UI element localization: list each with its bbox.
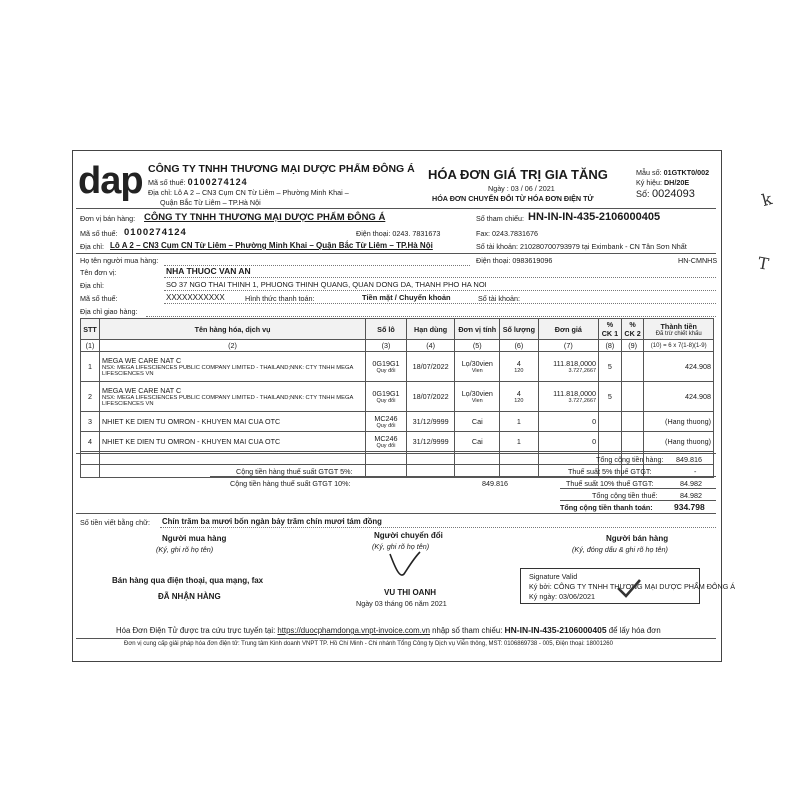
company-address-line2: Quận Bắc Từ Liêm – TP.Hà Nội: [160, 198, 261, 207]
row-name: MEGA WE CARE NAT C: [101, 356, 182, 365]
col-qty: Số lượng: [500, 319, 538, 340]
totals-line: [560, 500, 716, 501]
lookup-prefix: Hóa Đơn Điện Tử được tra cứu trực tuyến tại:: [116, 626, 276, 635]
col-price: Đơn giá: [538, 319, 598, 340]
row-lot: MC246: [374, 434, 398, 443]
col-amount: [644, 319, 714, 340]
signature-by: Ký bởi: CÔNG TY TNHH THƯƠNG MẠI DƯỢC PHẨM ĐÔNG Á: [529, 582, 736, 591]
row-exp: 18/07/2022: [406, 352, 455, 382]
row-unit-sub: Vien: [471, 398, 483, 404]
row-qty-sub: 120: [514, 398, 524, 404]
row-ck2: [621, 352, 644, 382]
words-value: Chín trăm ba mươi bốn ngàn bảy trăm chín mươi tám đồng: [162, 517, 382, 526]
row-lot-sub: Quy đổi: [376, 398, 396, 404]
table-row: [81, 352, 714, 382]
vat10-goods: 849.816: [482, 479, 508, 488]
checkmark-icon: [615, 577, 643, 599]
tax-total: 84.982: [680, 491, 702, 500]
row-exp: 31/12/9999: [406, 432, 455, 452]
seller-phone-label: Điện thoại:: [356, 229, 391, 238]
table-index-row: [81, 340, 714, 352]
buyer-phone-label: Điện thoại:: [476, 256, 511, 265]
row-ck1: 5: [599, 352, 622, 382]
company-name: CÔNG TY TNHH THƯƠNG MẠI DƯỢC PHẨM ĐÔNG Á: [148, 163, 415, 175]
row-price: 111.818,0000: [553, 389, 597, 398]
number-label: Số:: [636, 189, 650, 199]
company-logo: dap: [78, 160, 143, 202]
row-price-cell: [538, 352, 598, 382]
received-label: ĐÃ NHẬN HÀNG: [158, 592, 221, 601]
col-lot: Số lô: [366, 319, 407, 340]
seller-sign-title: Người bán hàng: [606, 534, 669, 543]
seller-account-label: Số tài khoản:: [476, 242, 518, 251]
buyer-address-label: Địa chỉ:: [80, 281, 104, 290]
seller-fax-row: [476, 229, 538, 238]
goods-total: 849.816: [676, 455, 702, 464]
totals-line: [560, 488, 716, 489]
row-qty-cell: [500, 352, 538, 382]
col-amount-sub: Đã trừ chiết khấu: [655, 330, 702, 337]
row-ck1: [599, 432, 622, 452]
buyer-sign-sub: (Ký, ghi rõ họ tên): [156, 545, 214, 554]
signature-date: Ký ngày: 03/06/2021: [529, 592, 595, 601]
row-unit-cell: [455, 352, 500, 382]
buyer-phone-row: [476, 256, 552, 265]
table-row: [81, 382, 714, 412]
seller-tax: 0100274124: [124, 227, 187, 238]
words-label: Số tiền viết bằng chữ:: [80, 518, 150, 527]
index-cell: (1): [81, 340, 100, 352]
vat10-label: Thuế suất 10% thuế GTGT:: [566, 479, 654, 488]
seller-address-label: Địa chỉ:: [80, 242, 104, 251]
lookup-suffix: để lấy hóa đơn: [608, 626, 661, 635]
seller-tax-label: Mã số thuế:: [80, 229, 118, 238]
delivery-label: Địa chỉ giao hàng:: [80, 307, 138, 316]
row-ck1: 5: [599, 382, 622, 412]
converter-signature-mark: [386, 550, 426, 580]
form-value: 01GTKT0/002: [663, 168, 710, 177]
lookup-mid: nhập số tham chiếu:: [432, 626, 503, 635]
ref-label: Số tham chiếu:: [476, 214, 524, 223]
serial-value: DH/20E: [663, 178, 690, 187]
invoice-subtitle: HÓA ĐƠN CHUYỂN ĐỔI TỪ HÓA ĐƠN ĐIỆN TỬ: [432, 194, 594, 203]
totals-line: [210, 476, 716, 477]
lookup-line: [116, 625, 661, 635]
invoice-title: HÓA ĐƠN GIÁ TRỊ GIA TĂNG: [428, 167, 608, 182]
row-amount: 424.908: [644, 382, 714, 412]
converter-date: Ngày 03 tháng 06 năm 2021: [356, 599, 447, 608]
buyer-sign-title: Người mua hàng: [162, 534, 227, 543]
row-price-sub: 3.727,2667: [568, 368, 597, 374]
row-stt: 1: [81, 352, 100, 382]
serial-row: [636, 178, 689, 187]
seller-address: Lô A 2 – CN3 Cụm CN Từ Liêm – Phường Minh Khai – Quận Bắc Từ Liêm – TP.Hà Nội: [110, 241, 433, 250]
handwritten-mark: k: [759, 189, 774, 210]
row-qty: 1: [500, 432, 538, 452]
row-qty: 4: [516, 359, 521, 368]
row-lot-cell: [366, 432, 407, 452]
row-amount: (Hang thuong): [644, 412, 714, 432]
lookup-ref: HN-IN-IN-435-2106000405: [504, 625, 607, 635]
seller-account: 210280700793979 tại Eximbank - CN Tân Sơn Nhất: [519, 242, 687, 251]
serial-label: Ký hiệu:: [636, 178, 662, 187]
vat10-value: 84.982: [680, 479, 702, 488]
row-unit-sub: Vien: [471, 368, 483, 374]
seller-name-label: Đơn vị bán hàng:: [80, 214, 136, 223]
row-amount: (Hang thuong): [644, 432, 714, 452]
index-cell: (2): [99, 340, 365, 352]
row-name-cell: [99, 352, 365, 382]
row-qty: 4: [516, 389, 521, 398]
grand-total-label: Tổng cộng tiền thanh toán:: [560, 503, 653, 512]
seller-name: CÔNG TY TNHH THƯƠNG MẠI DƯỢC PHẨM ĐÔNG Á: [144, 212, 386, 223]
index-cell: (10) = 6 x 7(1-8)(1-9): [644, 340, 714, 352]
row-exp: 31/12/9999: [406, 412, 455, 432]
index-cell: (5): [455, 340, 500, 352]
signature-box: [520, 568, 736, 604]
row-price: 0: [538, 432, 598, 452]
index-cell: (9): [621, 340, 644, 352]
items-table: [80, 318, 714, 478]
lookup-url[interactable]: https://duocphamdonga.vnpt-invoice.com.vn: [277, 626, 430, 635]
buyer-unit-label: Tên đơn vị:: [80, 268, 117, 277]
buyer-tax-label: Mã số thuế:: [80, 294, 118, 303]
table-row: [81, 432, 714, 452]
buyer-unit-line: [164, 277, 716, 278]
row-qty-sub: 120: [514, 368, 524, 374]
footer-divider: [76, 638, 716, 639]
table-header-row: [81, 319, 714, 340]
seller-account-row: [476, 242, 687, 251]
seller-phone: 0243. 7831673: [392, 229, 441, 238]
seller-phone-row: [356, 229, 440, 238]
words-line: [160, 527, 716, 528]
row-desc: NSX: MEGA LIFESCIENCES PUBLIC COMPANY LIMITED - THAILAND;NNK: CTY TNHH MEGA LIFESCIENCES VN: [101, 365, 354, 377]
index-cell: (4): [406, 340, 455, 352]
row-exp: 18/07/2022: [406, 382, 455, 412]
row-unit: Cai: [455, 412, 500, 432]
handwritten-mark: T: [756, 253, 771, 274]
totals-top-line: [76, 453, 716, 454]
provider-note: Đơn vị cung cấp giải pháp hóa đơn điện tử: Trung tâm Kinh doanh VNPT TP. Hồ Chí Minh - Chi nhánh Tổng Công ty Dịch vụ Viễn thông, MST: 0106869738 - 005, Điện thoại: 18001260: [124, 641, 613, 647]
payment-value: Tiền mặt / Chuyển khoản: [362, 293, 451, 302]
vat5-value: -: [694, 467, 697, 476]
row-unit: Lọ/30vien: [461, 389, 493, 398]
row-name: MEGA WE CARE NAT C: [101, 386, 182, 395]
number-row: [636, 188, 695, 200]
row-lot: 0G19G1: [372, 359, 400, 368]
row-ck1: [599, 412, 622, 432]
row-lot-sub: Quy đổi: [376, 368, 396, 374]
index-cell: (3): [366, 340, 407, 352]
buyer-unit: NHA THUOC VAN AN: [166, 266, 251, 276]
buyer-tax-line: [164, 303, 716, 304]
index-cell: (8): [599, 340, 622, 352]
col-name: Tên hàng hóa, dịch vụ: [99, 319, 365, 340]
row-name: NHIET KE DIEN TU OMRON - KHUYEN MAI CUA OTC: [99, 432, 365, 452]
row-price-cell: [538, 382, 598, 412]
row-qty: 1: [500, 412, 538, 432]
buyer-address: SO 37 NGO THAI THINH 1, PHUONG THINH QUANG, QUAN DONG DA, THANH PHO HA NOI: [166, 280, 487, 289]
buyer-address-line: [164, 290, 716, 291]
vat10-goods-label: Cộng tiền hàng thuế suất GTGT 10%:: [230, 479, 351, 488]
row-lot-cell: [366, 352, 407, 382]
tax-code-row: [148, 177, 248, 187]
invoice-date: Ngày : 03 / 06 / 2021: [488, 184, 555, 193]
number-value: 0024093: [652, 188, 695, 200]
index-cell: (7): [538, 340, 598, 352]
row-price: 0: [538, 412, 598, 432]
row-qty-cell: [500, 382, 538, 412]
tax-code: 0100274124: [187, 177, 248, 187]
converter-name: VU THI OANH: [384, 588, 436, 597]
seller-sign-sub: (Ký, đóng dấu & ghi rõ họ tên): [572, 545, 668, 554]
row-ck2: [621, 412, 644, 432]
seller-fax-label: Fax:: [476, 229, 490, 238]
tax-code-label: Mã số thuế:: [148, 178, 186, 187]
row-ck2: [621, 432, 644, 452]
buyer-account-label: Số tài khoản:: [478, 294, 520, 303]
row-lot-sub: Quy đổi: [376, 443, 396, 449]
converter-sign-sub: (Ký, ghi rõ họ tên): [372, 542, 430, 551]
totals-bottom-line: [76, 513, 716, 514]
col-ck2: % CK 2: [621, 319, 644, 340]
company-address-line1: Địa chỉ: Lô A 2 – CN3 Cụm CN Từ Liêm – Phường Minh Khai –: [148, 188, 349, 197]
ref-value: HN-IN-IN-435-2106000405: [528, 211, 661, 223]
table-row: [81, 412, 714, 432]
buyer-tax: XXXXXXXXXXX: [166, 293, 225, 302]
col-exp: Hạn dùng: [406, 319, 455, 340]
row-stt: 2: [81, 382, 100, 412]
col-unit: Đơn vị tính: [455, 319, 500, 340]
vat5-goods-label: Cộng tiền hàng thuế suất GTGT 5%:: [236, 467, 353, 476]
row-lot: 0G19G1: [372, 389, 400, 398]
form-label: Mẫu số:: [636, 168, 662, 177]
converter-sign-title: Người chuyển đổi: [374, 531, 443, 540]
col-ck1: % CK 1: [599, 319, 622, 340]
row-lot: MC246: [374, 414, 398, 423]
signature-valid: Signature Valid: [529, 572, 578, 581]
form-row: [636, 168, 709, 177]
row-amount: 424.908: [644, 352, 714, 382]
row-desc: NSX: MEGA LIFESCIENCES PUBLIC COMPANY LIMITED - THAILAND;NNK: CTY TNHH MEGA LIFESCIENCES VN: [101, 395, 354, 407]
buyer-person-label: Họ tên người mua hàng:: [80, 256, 159, 265]
header-divider: [76, 208, 716, 209]
sales-note: Bán hàng qua điện thoại, qua mạng, fax: [112, 576, 264, 585]
seller-fax: 0243.7831676: [491, 229, 538, 238]
row-price: 111.818,0000: [553, 359, 597, 368]
col-stt: STT: [81, 319, 100, 340]
grand-total: 934.798: [674, 502, 705, 512]
seller-divider: [76, 253, 716, 254]
row-lot-cell: [366, 412, 407, 432]
index-cell: (6): [500, 340, 538, 352]
row-unit-cell: [455, 382, 500, 412]
buyer-code: HN-CMNHS: [678, 256, 718, 265]
payment-label: Hình thức thanh toán:: [245, 294, 315, 303]
row-name-cell: [99, 382, 365, 412]
row-lot-cell: [366, 382, 407, 412]
row-price-sub: 3.727,2667: [568, 398, 597, 404]
col-amount-title: Thành tiền: [660, 321, 697, 331]
row-unit: Cai: [455, 432, 500, 452]
row-lot-sub: Quy đổi: [376, 423, 396, 429]
tax-total-label: Tổng cộng tiền thuế:: [592, 491, 658, 500]
goods-total-label: Tổng cộng tiền hàng:: [596, 455, 664, 464]
vat5-label: Thuế suất 5% thuế GTGT:: [568, 467, 652, 476]
buyer-phone: 0983619096: [512, 256, 553, 265]
row-unit: Lọ/30vien: [461, 359, 493, 368]
delivery-line: [146, 316, 716, 317]
row-ck2: [621, 382, 644, 412]
row-stt: 4: [81, 432, 100, 452]
row-name: NHIET KE DIEN TU OMRON - KHUYEN MAI CUA OTC: [99, 412, 365, 432]
row-stt: 3: [81, 412, 100, 432]
